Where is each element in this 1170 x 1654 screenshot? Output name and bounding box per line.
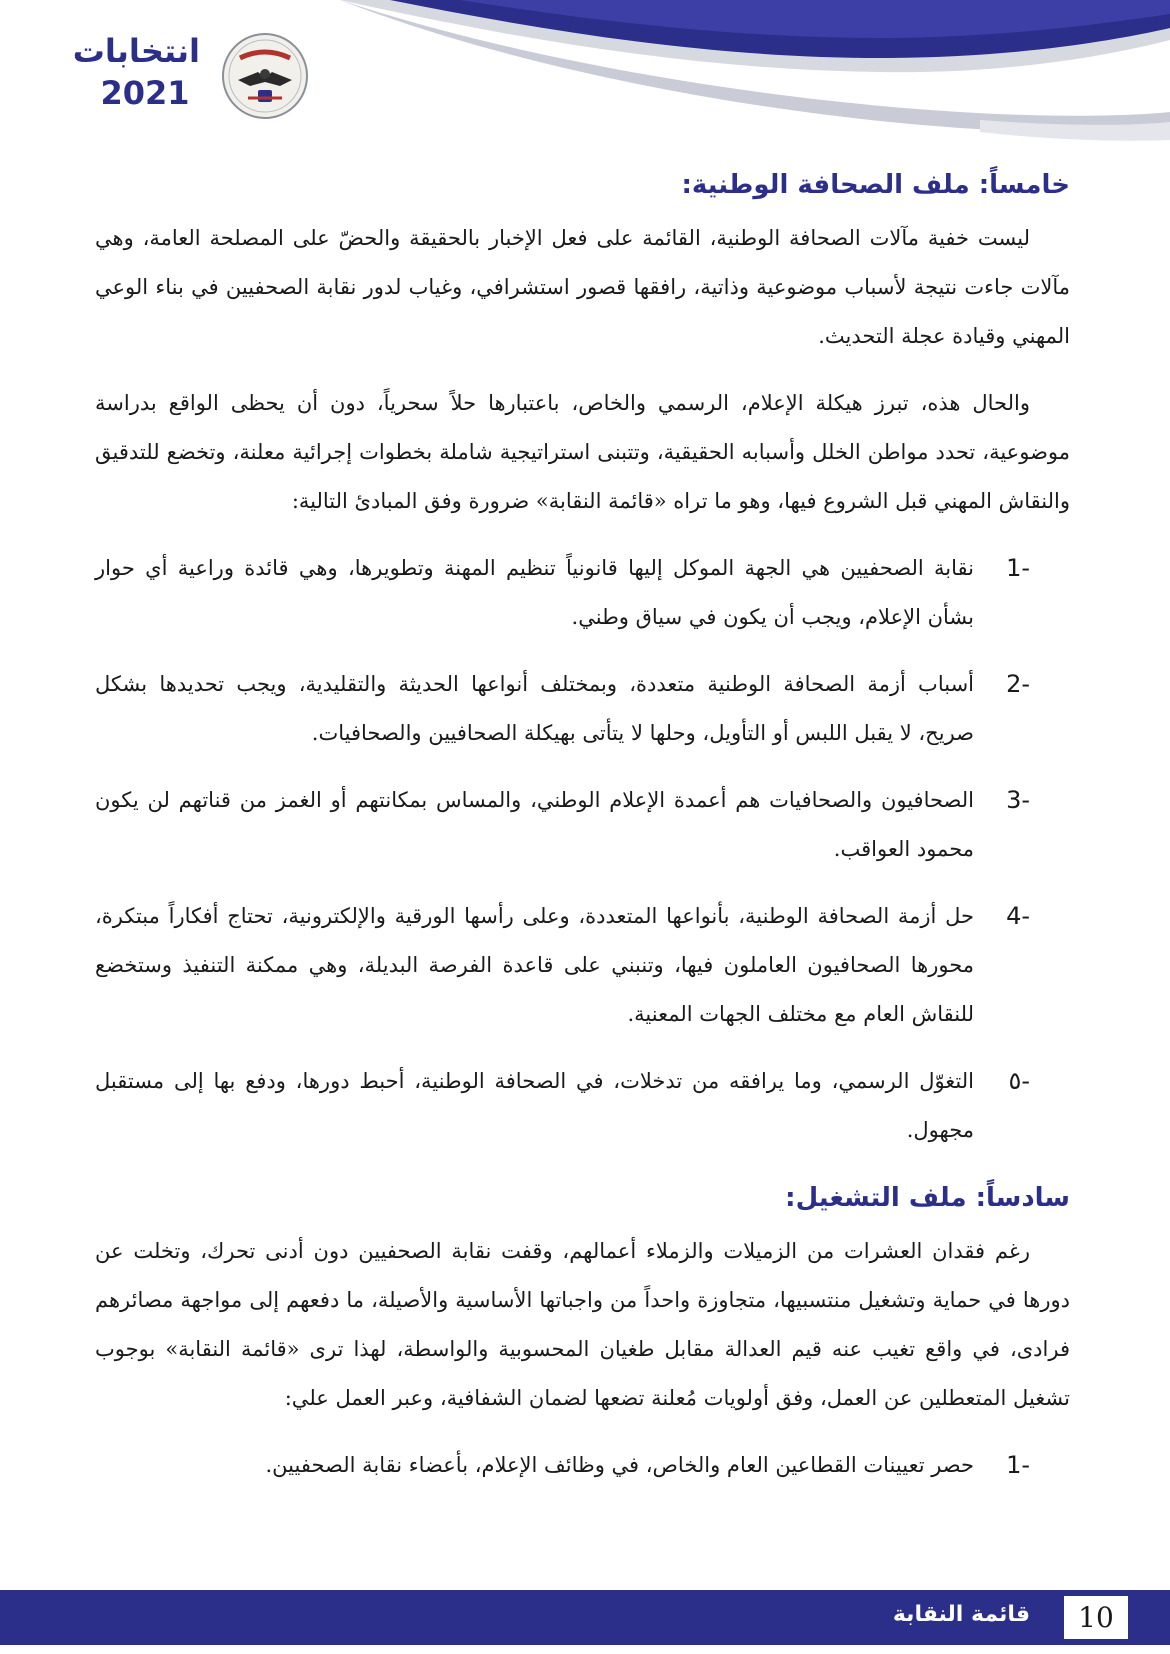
list-item bbox=[95, 892, 1070, 1039]
employment-list bbox=[95, 1441, 1070, 1490]
list-item-text: أسباب أزمة الصحافة الوطنية متعددة، وبمختلف أنواعها الحديثة والتقليدية، ويجب تحديدها بشكل صريح، لا يقبل اللبس أو التأويل، وحلها لا يتأتى بهيكلة الصحافيين والصحافيات. bbox=[95, 672, 974, 745]
paragraph: والحال هذه، تبرز هيكلة الإعلام، الرسمي والخاص، باعتبارها حلاً سحرياً، دون أن يحظى الواقع بدراسة موضوعية، تحدد مواطن الخلل وأسبابه الحقيقية، وتتبنى استراتيجية شاملة بخطوات إجرائية معلنة، وتخضع للتدقيق والنقاش المهني قبل الشروع فيها، وهو ما تراه «قائمة النقابة» ضرورة وفق المبادئ التالية: bbox=[95, 391, 1070, 513]
list-item bbox=[95, 776, 1070, 874]
list-item-number: 3- bbox=[1006, 786, 1030, 814]
footer-bar bbox=[0, 1590, 1170, 1645]
list-item-number: 4- bbox=[1006, 902, 1030, 930]
list-item-number: ٥- bbox=[1008, 1067, 1030, 1095]
page-number: 10 bbox=[1062, 1594, 1130, 1641]
document-body bbox=[95, 170, 1070, 1508]
election-year: 2021 bbox=[100, 74, 190, 112]
list-item bbox=[95, 1441, 1070, 1490]
list-item bbox=[95, 1057, 1070, 1155]
press-union-logo-icon bbox=[220, 28, 310, 123]
list-item-text: حل أزمة الصحافة الوطنية، بأنواعها المتعددة، وعلى رأسها الورقية والإلكترونية، تحتاج أفكاراً مبتكرة، محورها الصحافيون العاملون فيها، وتنبني على قاعدة الفرصة البديلة، وهي ممكنة التنفيذ وستخضع للنقاش العام مع مختلف الجهات المعنية. bbox=[95, 904, 974, 1026]
brand-block bbox=[72, 28, 310, 128]
list-item-number: 2- bbox=[1006, 670, 1030, 698]
election-title: انتخابات bbox=[72, 32, 200, 70]
list-item bbox=[95, 660, 1070, 758]
principles-list bbox=[95, 544, 1070, 1155]
section-heading-employment: سادساً: ملف التشغيل: bbox=[785, 1183, 1070, 1213]
list-item bbox=[95, 544, 1070, 642]
list-item-text: التغوّل الرسمي، وما يرافقه من تدخلات، في الصحافة الوطنية، أحبط دورها، ودفع بها إلى مستقبل مجهول. bbox=[95, 1069, 974, 1142]
paragraph: رغم فقدان العشرات من الزميلات والزملاء أعمالهم، وقفت نقابة الصحفيين دون أدنى تحرك، وتخلت عن دورها في حماية وتشغيل منتسبيها، متجاوزة واحداً من واجباتها الأساسية والأصيلة، ما دفعهم إلى مواجهة مصائرهم فرادى، في واقع تغيب عنه قيم العدالة مقابل طغيان المحسوبية والواسطة، لهذا ترى «قائمة النقابة» بوجوب تشغيل المتعطلين عن العمل، وفق أولويات مُعلنة تضعها لضمان الشفافية، وعبر العمل علي: bbox=[95, 1239, 1070, 1410]
list-item-text: حصر تعيينات القطاعين العام والخاص، في وظائف الإعلام، بأعضاء نقابة الصحفيين. bbox=[265, 1453, 974, 1477]
list-item-text: الصحافيون والصحافيات هم أعمدة الإعلام الوطني، والمساس بمكانتهم أو الغمز من قناتهم لن يكون محمود العواقب. bbox=[95, 788, 974, 861]
footer-list-name: قائمة النقابة bbox=[892, 1602, 1030, 1627]
paragraph: ليست خفية مآلات الصحافة الوطنية، القائمة على فعل الإخبار بالحقيقة والحضّ على المصلحة العامة، وهي مآلات جاءت نتيجة لأسباب موضوعية وذاتية، رافقها قصور استشرافي، وغياب لدور نقابة الصحفيين في بناء الوعي المهني وقيادة عجلة التحديث. bbox=[95, 226, 1070, 348]
list-item-number: 1- bbox=[1006, 1451, 1030, 1479]
section-heading-national-press: خامساً: ملف الصحافة الوطنية: bbox=[681, 170, 1070, 200]
list-item-text: نقابة الصحفيين هي الجهة الموكل إليها قانونياً تنظيم المهنة وتطويرها، وهي قائدة وراعية أي حوار بشأن الإعلام، ويجب أن يكون في سياق وطني. bbox=[95, 556, 974, 629]
list-item-number: 1- bbox=[1006, 554, 1030, 582]
